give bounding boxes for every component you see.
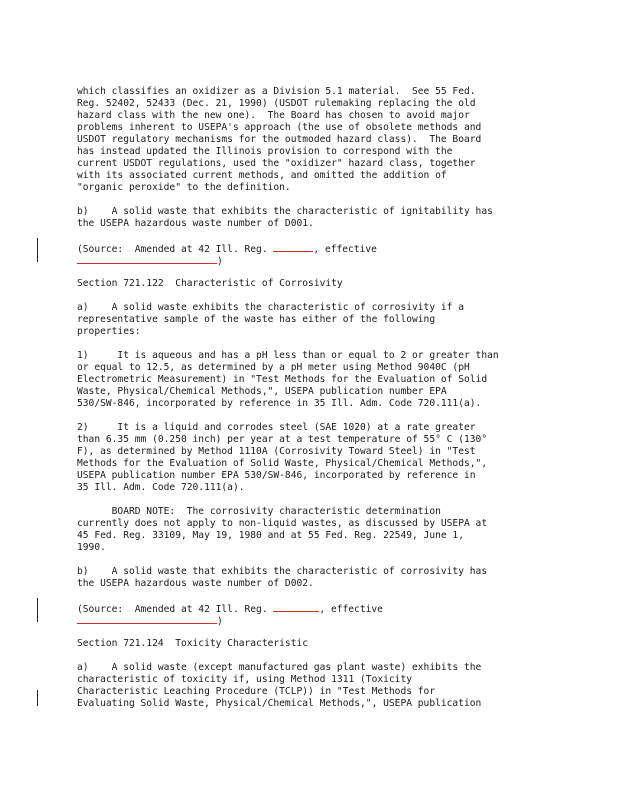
text-line: Evaluating Solid Waste, Physical/Chemical Methods,", USEPA publication	[77, 698, 482, 709]
text-line: 1) It is aqueous and has a pH less than or equal to 2 or greater than	[77, 350, 499, 361]
text-line: characteristic of toxicity if, using Method 1311 (Toxicity	[77, 674, 413, 685]
text-line: "organic peroxide" to the definition.	[77, 182, 291, 193]
text-line: Methods for the Evaluation of Solid Waste, Physical/Chemical Methods,",	[77, 458, 488, 469]
source-note-line	[77, 254, 223, 268]
text-line: problems inherent to USEPA's approach (the use of obsolete methods and	[77, 122, 482, 133]
red-blank-long	[77, 614, 217, 624]
margin-change-bar	[37, 238, 38, 262]
text-line: or equal to 12.5, as determined by a pH meter using Method 9040C (pH	[77, 362, 470, 373]
text-line: 35 Ill. Adm. Code 720.111(a).	[77, 482, 245, 493]
text-line: Electrometric Measurement) in "Test Methods for the Evaluation of Solid	[77, 374, 488, 385]
source-note-prefix: (Source: Amended at 42 Ill. Reg.	[77, 604, 274, 615]
text-line: the USEPA hazardous waste number of D002.	[77, 578, 314, 589]
margin-change-bar	[37, 690, 38, 706]
text-line: properties:	[77, 326, 141, 337]
source-note-suffix: , effective	[313, 244, 377, 255]
text-line: USEPA publication number EPA 530/SW-846, incorporated by reference in	[77, 470, 476, 481]
text-line: than 6.35 mm (0.250 inch) per year at a test temperature of 55° C (130°	[77, 434, 488, 445]
text-line: Characteristic Leaching Procedure (TCLP)) in "Test Methods for	[77, 686, 436, 697]
board-note-line: BOARD NOTE: The corrosivity characteristic determination	[77, 506, 441, 517]
text-line: USDOT regulatory mechanisms for the outmoded hazard class). The Board	[77, 134, 482, 145]
red-blank-short	[273, 602, 319, 612]
section-heading: Section 721.122 Characteristic of Corrosivity	[77, 278, 343, 289]
source-note-prefix: (Source: Amended at 42 Ill. Reg.	[77, 244, 274, 255]
source-note-suffix: , effective	[319, 604, 383, 615]
source-note-close: )	[217, 616, 223, 627]
text-line: 530/SW-846, incorporated by reference in 35 Ill. Adm. Code 720.111(a).	[77, 398, 482, 409]
text-line: Waste, Physical/Chemical Methods,", USEPA publication number EPA	[77, 386, 447, 397]
text-line: F), as determined by Method 1110A (Corrosivity Toward Steel) in "Test	[77, 446, 476, 457]
source-note-close: )	[217, 256, 223, 267]
text-line: currently does not apply to non-liquid wastes, as discussed by USEPA at	[77, 518, 488, 529]
text-line: 2) It is a liquid and corrodes steel (SAE 1020) at a rate greater	[77, 422, 476, 433]
red-blank-long	[77, 254, 217, 264]
text-line: representative sample of the waste has either of the following	[77, 314, 436, 325]
text-line: current USDOT regulations, used the "oxidizer" hazard class, together	[77, 158, 476, 169]
text-line: hazard class with the new one). The Board has chosen to avoid major	[77, 110, 470, 121]
text-line: Reg. 52402, 52433 (Dec. 21, 1990) (USDOT rulemaking replacing the old	[77, 98, 476, 109]
text-line: the USEPA hazardous waste number of D001.	[77, 218, 314, 229]
section-heading: Section 721.124 Toxicity Characteristic	[77, 638, 309, 649]
text-line: with its associated current methods, and omitted the addition of	[77, 170, 447, 181]
text-line: 45 Fed. Reg. 33109, May 19, 1980 and at 55 Fed. Reg. 22549, June 1,	[77, 530, 464, 541]
text-line: a) A solid waste exhibits the characteristic of corrosivity if a	[77, 302, 464, 313]
text-line: 1990.	[77, 542, 106, 553]
margin-change-bar	[37, 598, 38, 622]
text-line: b) A solid waste that exhibits the characteristic of corrosivity has	[77, 566, 488, 577]
text-line: b) A solid waste that exhibits the characteristic of ignitability has	[77, 206, 493, 217]
text-line: a) A solid waste (except manufactured gas plant waste) exhibits the	[77, 662, 482, 673]
red-blank-short	[273, 242, 313, 252]
text-line: has instead updated the Illinois provision to correspond with the	[77, 146, 453, 157]
text-line: which classifies an oxidizer as a Division 5.1 material. See 55 Fed.	[77, 86, 476, 97]
source-note-line	[77, 614, 223, 628]
